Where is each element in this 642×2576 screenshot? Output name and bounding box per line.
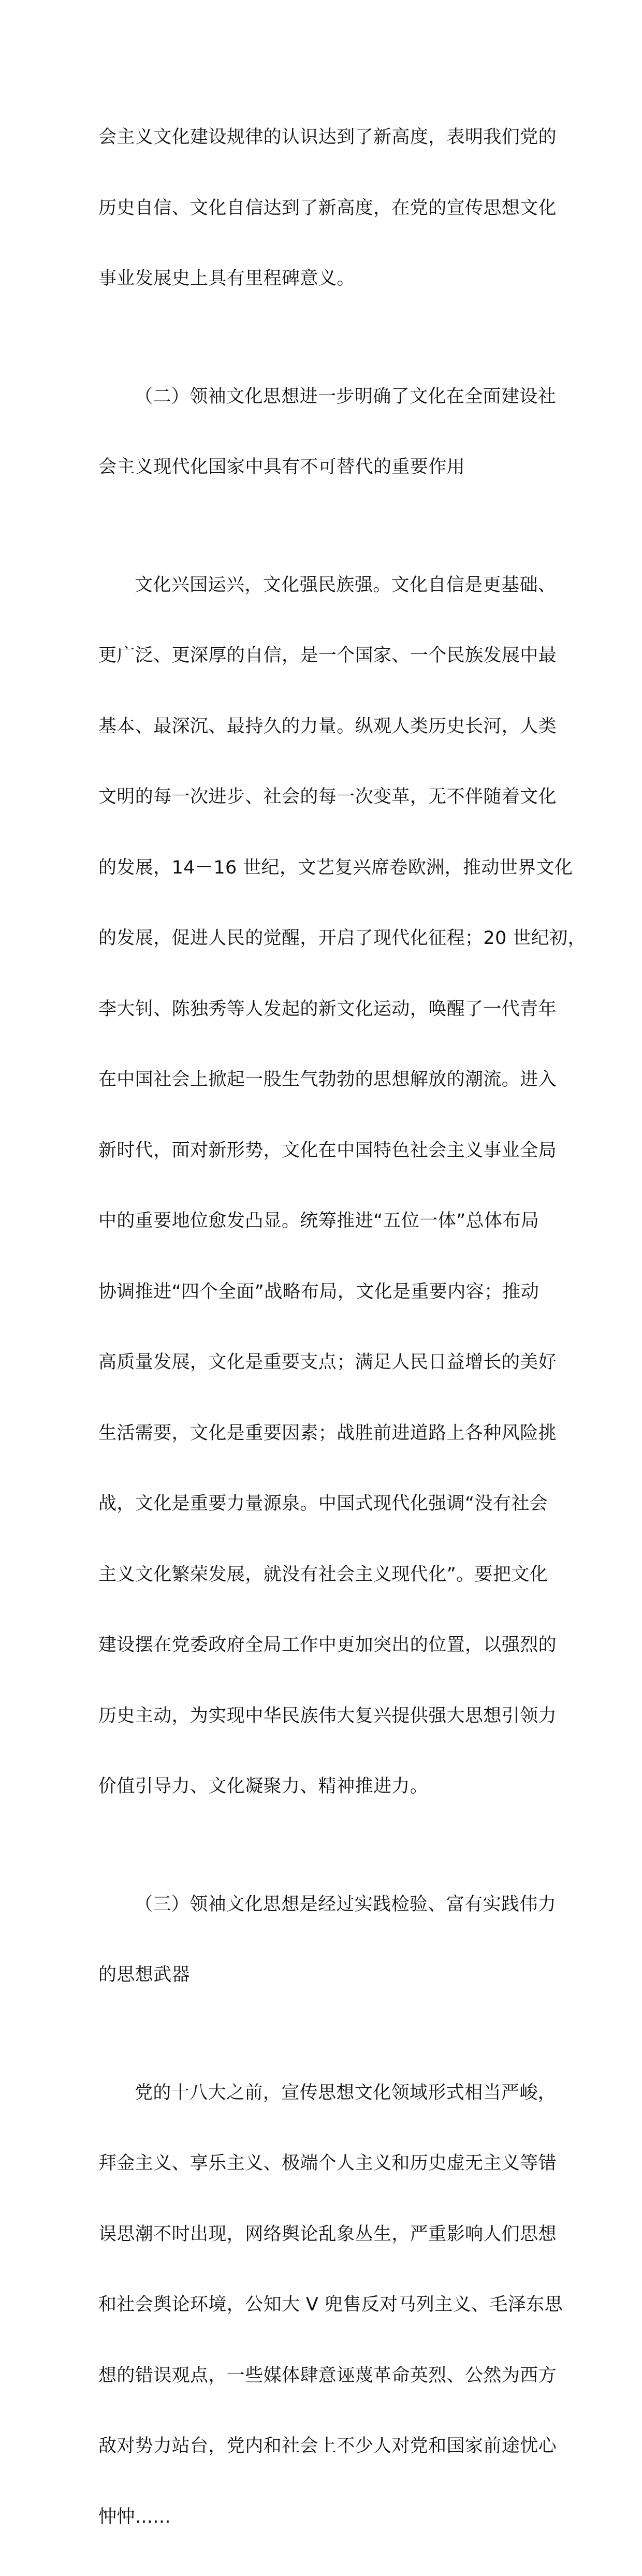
document-page xyxy=(98,79,554,2576)
text-line: 历史主动，为实现中华民族伟大复兴提供强大思想引领力 xyxy=(98,1705,554,1728)
text-line: 协调推进“四个全面”战略布局，文化是重要内容；推动 xyxy=(98,1280,554,1304)
heading-line: （三）领袖文化思想是经过实践检验、富有实践伟力 xyxy=(98,1893,554,1917)
heading-line: 的思想武器 xyxy=(98,1963,554,1987)
text-line: 和社会舆论环境，公知大 V 兜售反对马列主义、毛泽东思 xyxy=(98,2293,554,2317)
text-line: 基本、最深沉、最持久的力量。纵观人类历史长河，人类 xyxy=(98,715,554,739)
paragraph-culture-role xyxy=(98,527,554,1846)
text-line: 高质量发展，文化是重要支点；满足人民日益增长的美好 xyxy=(98,1351,554,1375)
text-line: 主义文化繁荣发展，就没有社会主义现代化”。要把文化 xyxy=(98,1563,554,1587)
text-line: 会主义文化建设规律的认识达到了新高度，表明我们党的 xyxy=(98,126,554,150)
paragraph-continuation xyxy=(98,79,554,338)
text-line: 党的十八大之前，宣传思想文化领域形式相当严峻， xyxy=(98,2082,554,2105)
text-line: 新时代，面对新形势，文化在中国特色社会主义事业全局 xyxy=(98,1139,554,1163)
text-line: 李大钊、陈独秀等人发起的新文化运动，唤醒了一代青年 xyxy=(98,998,554,1022)
text-line: 在中国社会上掀起一股生气勃勃的思想解放的潮流。进入 xyxy=(98,1068,554,1092)
text-line: 忡忡...... xyxy=(98,2506,554,2529)
text-line: 生活需要，文化是重要因素；战胜前进道路上各种风险挑 xyxy=(98,1422,554,1446)
text-line: 敌对势力站台，党内和社会上不少人对党和国家前途忧心 xyxy=(98,2435,554,2458)
section-heading-2 xyxy=(98,338,554,527)
text-line: 误思潮不时出现，网络舆论乱象丛生，严重影响人们思想 xyxy=(98,2223,554,2247)
text-line: 价值引导力、文化凝聚力、精神推进力。 xyxy=(98,1775,554,1799)
text-line: 更广泛、更深厚的自信，是一个国家、一个民族发展中最 xyxy=(98,644,554,668)
text-line: 中的重要地位愈发凸显。统筹推进“五位一体”总体布局 xyxy=(98,1210,554,1233)
text-line: 历史自信、文化自信达到了新高度，在党的宣传思想文化 xyxy=(98,197,554,221)
text-line: 事业发展史上具有里程碑意义。 xyxy=(98,267,554,291)
heading-line: （二）领袖文化思想进一步明确了文化在全面建设社 xyxy=(98,385,554,409)
text-line: 战，文化是重要力量源泉。中国式现代化强调“没有社会 xyxy=(98,1492,554,1516)
text-line: 的发展，促进人民的觉醒，开启了现代化征程；20 世纪初， xyxy=(98,927,554,951)
paragraph-before-18th-congress xyxy=(98,2034,554,2576)
text-line: 文化兴国运兴，文化强民族强。文化自信是更基础、 xyxy=(98,574,554,598)
text-line: 建设摆在党委政府全局工作中更加突出的位置，以强烈的 xyxy=(98,1634,554,1657)
heading-line: 会主义现代化国家中具有不可替代的重要作用 xyxy=(98,456,554,479)
section-heading-3 xyxy=(98,1846,554,2034)
text-line: 的发展，14－16 世纪，文艺复兴席卷欧洲，推动世界文化 xyxy=(98,856,554,880)
text-line: 拜金主义、享乐主义、极端个人主义和历史虚无主义等错 xyxy=(98,2152,554,2176)
text-line: 文明的每一次进步、社会的每一次变革，无不伴随着文化 xyxy=(98,785,554,809)
text-line: 想的错误观点，一些媒体肆意诬蔑革命英烈、公然为西方 xyxy=(98,2364,554,2388)
